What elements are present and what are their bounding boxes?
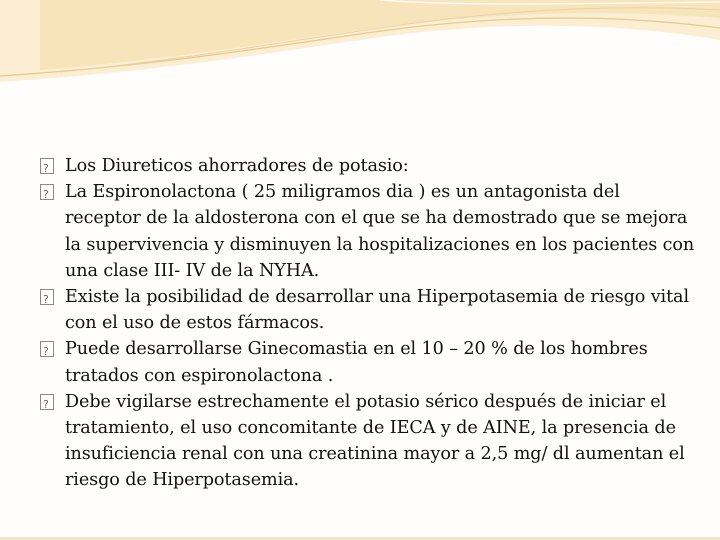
bullet-icon [40, 341, 54, 357]
bullet-list [40, 153, 700, 494]
bullet-icon [40, 158, 54, 174]
wave-decoration [0, 0, 720, 100]
bullet-text: Existe la posibilidad de desarrollar una Hiperpotasemia de riesgo vital con el uso de estos fármacos. [65, 287, 689, 334]
bullet-text: La Espironolactona ( 25 miligramos dia ) es un antagonista del receptor de la aldosterona con el que se ha demostrado que se mejora la supervivencia y disminuyen la hospitalizaciones en los pacientes con una clase III- IV de la NYHA. [65, 182, 695, 281]
bullet-item [40, 153, 700, 179]
bullet-text: Puede desarrollarse Ginecomastia en el 10 – 20 % de los hombres tratados con espironolactona . [65, 339, 648, 386]
bullet-text: Los Diureticos ahorradores de potasio: [65, 156, 409, 176]
bullet-item [40, 179, 700, 284]
bullet-icon [40, 289, 54, 305]
bullet-item [40, 336, 700, 388]
bullet-icon [40, 184, 54, 200]
bullet-icon [40, 394, 54, 410]
bullet-item [40, 389, 700, 494]
bullet-item [40, 284, 700, 336]
bullet-text: Debe vigilarse estrechamente el potasio sérico después de iniciar el tratamiento, el uso concomitante de IECA y de AINE, la presencia de insuficiencia renal con una creatinina mayor a 2,5 mg/ dl aumentan el riesgo de Hiperpotasemia. [65, 391, 685, 491]
